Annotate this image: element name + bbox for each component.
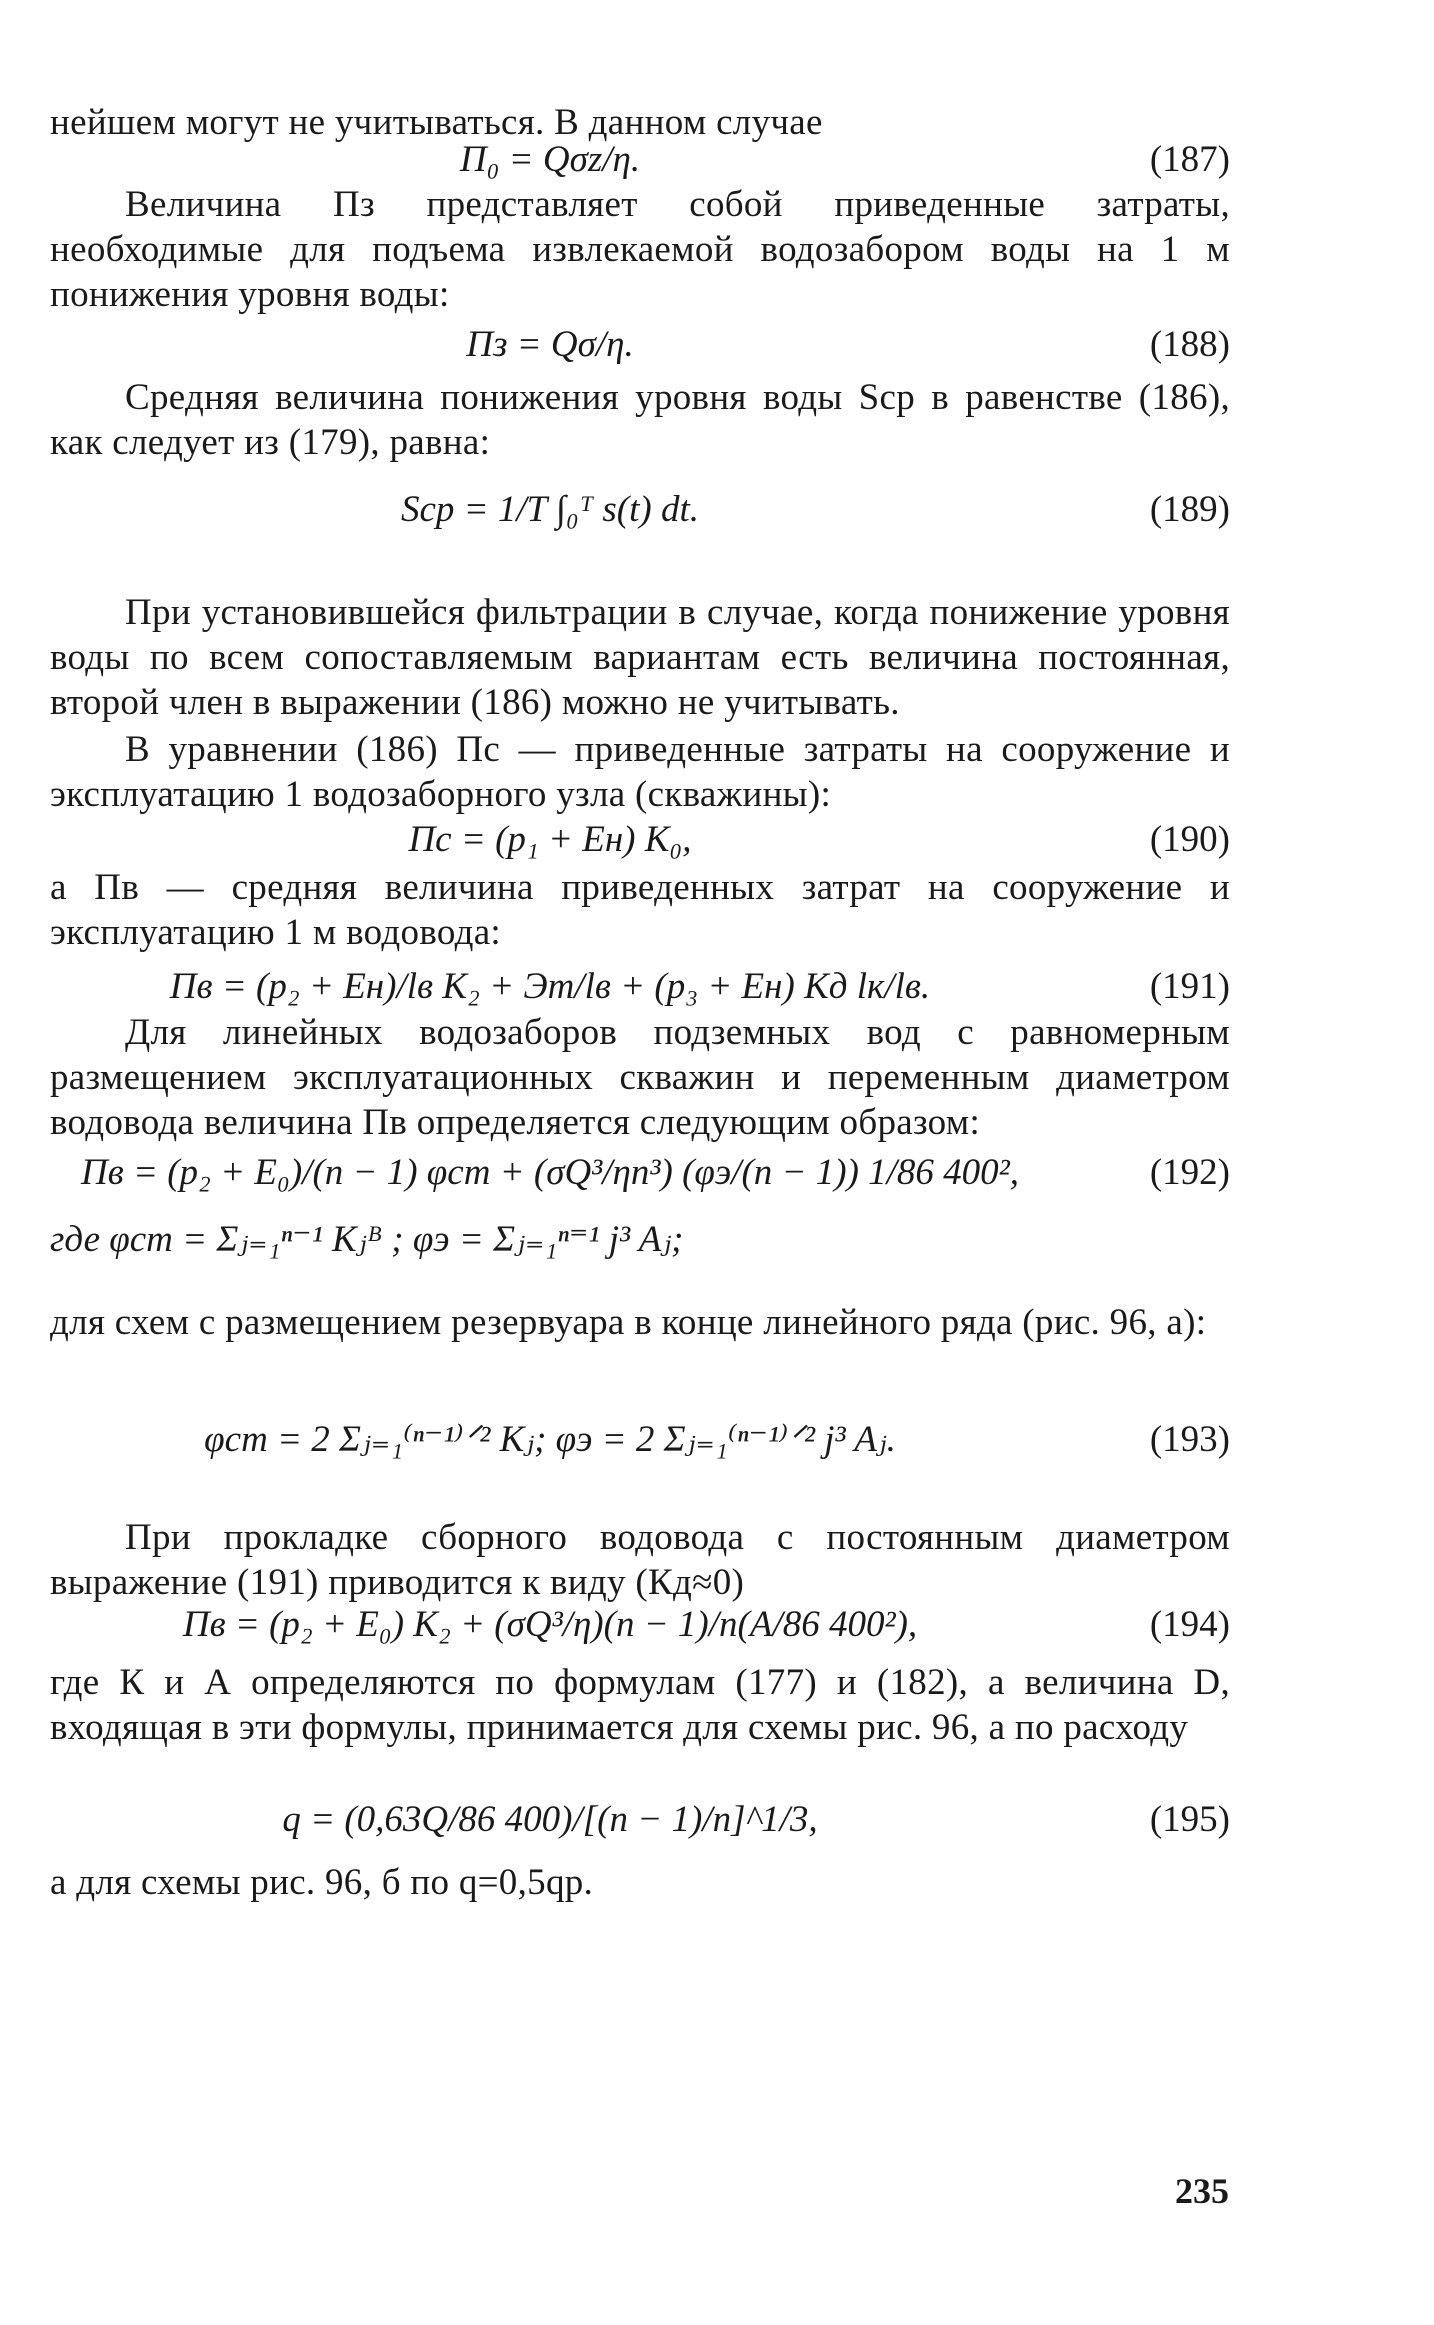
equation-formula: q = (0,63Q/86 400)/[(n − 1)/n]^1/3, — [282, 1799, 818, 1840]
equation-number: (192) — [1149, 1152, 1230, 1193]
equation-number: (189) — [1149, 489, 1230, 530]
equation-formula: Sср = 1/T ∫₀ᵀ s(t) dt. — [401, 489, 699, 530]
equation-formula: Пв = (p₂ + E₀)/(n − 1) φст + (σQ³/ηn³) (φэ/(n − 1)) 1/86 400², — [80, 1152, 1020, 1193]
equation-190 — [50, 815, 1230, 865]
equation-formula: Пв = (p₂ + E₀) K₂ + (σQ³/η)(n − 1)/n(A/86 400²), — [182, 1604, 918, 1645]
equation-number: (187) — [1149, 139, 1230, 180]
paragraph-9: При прокладке сборного водовода с постоянным диаметром выражение (191) приводится к виду (Кд≈0) — [50, 1517, 1230, 1603]
equation-formula: Пв = (p₂ + Eн)/lв K₂ + Эт/lв + (p₃ + Eн) Kд lк/lв. — [169, 966, 931, 1007]
equation-formula: Пс = (p₁ + Eн) K₀, — [408, 819, 692, 860]
equation-number: (193) — [1149, 1419, 1230, 1460]
paragraph-2: Величина Пз представляет собой приведенные затраты, необходимые для подъема извлекаемой водозабором воды на 1 м понижения уровня воды: — [50, 184, 1230, 315]
equation-191 — [50, 962, 1230, 1012]
paragraph-8: для схем с размещением резервуара в конце линейного ряда (рис. 96, а): — [50, 1302, 1207, 1343]
paragraph-7: Для линейных водозаборов подземных вод с равномерным размещением эксплуатационных скважин и переменным диаметром водовода величина Пв определяется следующим образом: — [50, 1012, 1230, 1143]
paragraph-11: а для схемы рис. 96, б по q=0,5qр. — [50, 1862, 594, 1903]
equation-188 — [50, 320, 1230, 370]
equation-187 — [50, 135, 1230, 185]
equation-formula: Пз = Qσ/η. — [466, 324, 634, 365]
equation-193 — [50, 1385, 1230, 1495]
equation-number: (188) — [1149, 324, 1230, 365]
page-number: 235 — [1175, 2171, 1229, 2211]
equation-number: (190) — [1149, 819, 1230, 860]
equation-189 — [50, 455, 1230, 565]
paragraph-5: В уравнении (186) Пс — приведенные затраты на сооружение и эксплуатацию 1 водозаборного узла (скважины): — [50, 729, 1230, 815]
equation-formula: φст = 2 Σⱼ₌₁⁽ⁿ⁻¹⁾ᐟ² Kⱼ; φэ = 2 Σⱼ₌₁⁽ⁿ⁻¹⁾ᐟ² j³ Aⱼ. — [204, 1419, 896, 1460]
paragraph-4: При установившейся фильтрации в случае, когда понижение уровня воды по всем сопоставляемым вариантам есть величина постоянная, второй член в выражении (186) можно не учитывать. — [50, 592, 1230, 723]
paragraph-6: а Пв — средняя величина приведенных затрат на сооружение и эксплуатацию 1 м водовода: — [50, 867, 1230, 953]
equation-192-definitions: где φст = Σⱼ₌₁ⁿ⁻¹ Kⱼᴮ ; φэ = Σⱼ₌₁ⁿ⁼¹ j³ Aⱼ; — [50, 1219, 684, 1260]
equation-formula: П₀ = Qσz/η. — [459, 139, 641, 180]
equation-195 — [50, 1795, 1230, 1845]
equation-number: (194) — [1149, 1604, 1230, 1645]
paragraph-3: Средняя величина понижения уровня воды Sср в равенстве (186), как следует из (179), равна: — [50, 377, 1230, 463]
paragraph-1: нейшем могут не учитываться. В данном случае — [50, 102, 823, 143]
equation-number: (191) — [1149, 966, 1230, 1007]
equation-194 — [50, 1600, 1230, 1650]
paragraph-10: где К и А определяются по формулам (177) и (182), а величина D, входящая в эти формулы, принимается для схемы рис. 96, а по расходу — [50, 1662, 1230, 1748]
equation-number: (195) — [1149, 1799, 1230, 1840]
